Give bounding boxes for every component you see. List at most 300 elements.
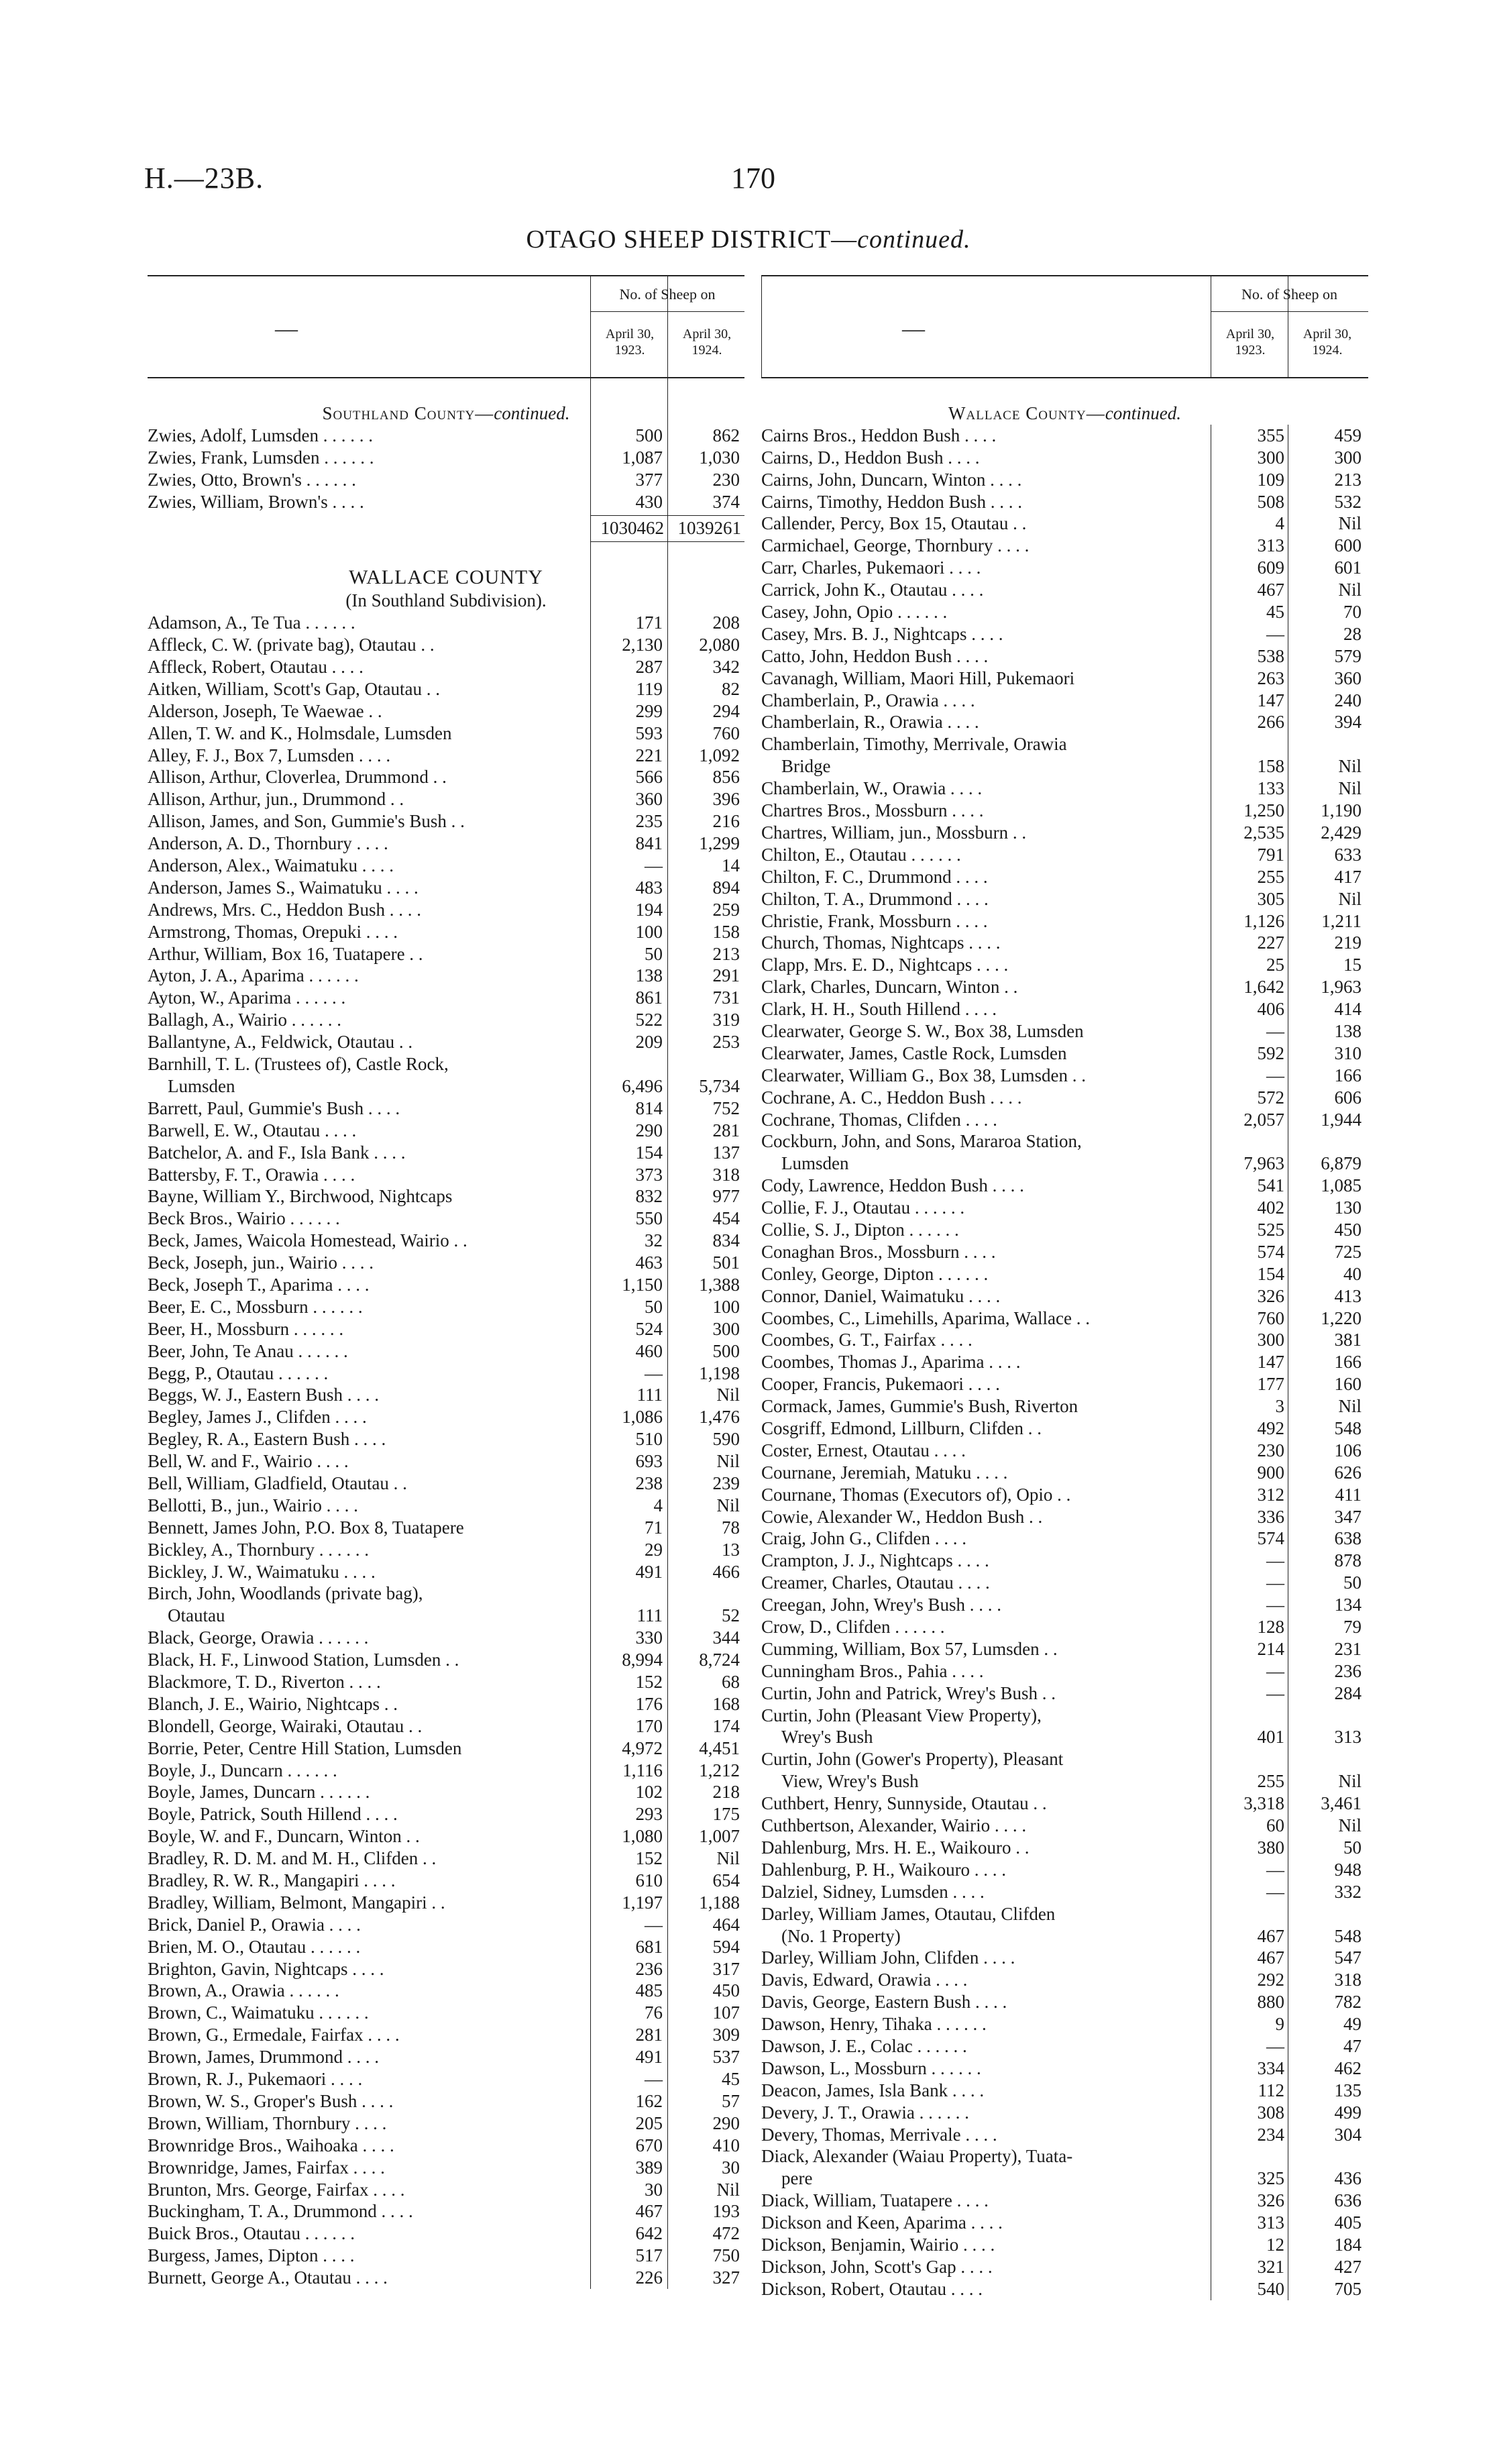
sheep-1923: 60 [1266,1815,1284,1836]
sheep-1923: 263 [1257,667,1284,688]
entry-name: Zwies, William, Brown's . . . . [148,491,364,512]
left-column [148,275,744,2289]
sheep-1924: Nil [716,1451,740,1472]
table-row [148,2245,744,2267]
entry-name: Armstrong, Thomas, Orepuki . . . . [148,921,398,942]
sheep-1923: 50 [645,1296,663,1317]
sheep-1924: 752 [712,1097,740,1118]
entry-name: Chilton, T. A., Drummond . . . . [761,888,989,909]
sheep-1923: 313 [1257,2212,1284,2233]
sheep-1923: 1,080 [622,1826,663,1847]
sheep-1924: 5,734 [699,1075,740,1096]
entry-name: Chamberlain, P., Orawia . . . . [761,690,975,710]
table-row [761,2102,1368,2124]
sheep-1923: 760 [1257,1307,1284,1328]
sheep-1923: 693 [635,1451,663,1472]
entry-name: Beer, H., Mossburn . . . . . . [148,1318,344,1339]
table-row [761,1616,1368,1638]
entry-name: Carrick, John K., Otautau . . . . [761,580,984,600]
sheep-1923: 463 [635,1252,663,1273]
entry-name: Davis, Edward, Orawia . . . . [761,1970,968,1990]
table-row [761,1859,1368,1881]
sheep-1923: 29 [645,1539,663,1560]
table-row [148,1097,744,1120]
table-row [148,1936,744,1958]
sheep-1923: 1,197 [622,1892,663,1913]
table-row [148,1428,744,1450]
entry-name: Black, George, Orawia . . . . . . [148,1627,369,1648]
table-row [148,1847,744,1870]
sheep-1924: 705 [1334,2278,1362,2299]
header-group-right: No. of Sheep on [1241,286,1337,303]
entry-name: Battersby, F. T., Orawia . . . . [148,1164,355,1185]
entry-name: Clearwater, George S. W., Box 38, Lumsden [761,1020,1084,1041]
sheep-1924: 760 [712,722,740,743]
table-row [148,1583,744,1627]
table-row [148,965,744,987]
sheep-1924: 300 [712,1318,740,1339]
sheep-1924: 725 [1334,1241,1362,1262]
sheep-1923: — [645,2069,663,2090]
table-row [148,678,744,700]
table-row [761,1175,1368,1197]
entry-name: Boyle, James, Duncarn . . . . . . [148,1782,370,1803]
entry-name: Callender, Percy, Box 15, Otautau . . [761,513,1027,534]
table-row [148,745,744,767]
table-row [148,943,744,965]
entry-name: Adamson, A., Te Tua . . . . . . [148,612,355,633]
entry-name: Cavanagh, William, Maori Hill, Pukemaori [761,667,1075,688]
sheep-1923: 566 [635,767,663,788]
sheep-1923: 152 [635,1672,663,1693]
entry-name: Cumming, William, Box 57, Lumsden . . [761,1638,1058,1659]
entry-name: Diack, Alexander (Waiau Property), Tuata- pere [761,2145,1204,2190]
entry-name: Birch, John, Woodlands (private bag), Otautau [148,1583,584,1627]
entry-name: Dickson, Robert, Otautau . . . . [761,2278,983,2299]
sheep-1924: 626 [1334,1462,1362,1483]
entry-name: Bickley, J. W., Waimatuku . . . . [148,1561,376,1582]
entry-name: Anderson, James S., Waimatuku . . . . [148,877,419,898]
sheep-1924: 294 [712,700,740,721]
entry-name: Burnett, George A., Otautau . . . . [148,2267,388,2288]
sheep-1923: 147 [1257,690,1284,710]
entry-name: Affleck, C. W. (private bag), Otautau . . [148,635,435,655]
table-row [148,1472,744,1495]
table-row [148,656,744,678]
entry-name: Anderson, A. D., Thornbury . . . . [148,833,388,854]
table-row [761,1373,1368,1395]
page-number: 170 [731,162,775,195]
sheep-1924: 405 [1334,2212,1362,2233]
sheep-1923: — [1266,1660,1284,1681]
header-col-1923-right: April 30, 1923. [1225,327,1275,358]
table-row [761,1506,1368,1528]
entry-name: Black, H. F., Linwood Station, Lumsden . . [148,1650,459,1670]
sheep-1924: 300 [1334,447,1362,468]
sheep-1924: 319 [712,1010,740,1030]
table-row [148,469,744,491]
sheep-1924: Nil [716,2179,740,2200]
sheep-1924: 462 [1334,2057,1362,2078]
entry-name: Cairns, D., Heddon Bush . . . . [761,447,980,468]
entry-name: Brown, William, Thornbury . . . . [148,2112,387,2133]
sheep-1923: 281 [635,2025,663,2045]
sheep-1924: 472 [712,2223,740,2244]
sheep-1924: 1,030 [699,447,740,468]
table-row [148,700,744,722]
sheep-1923: 380 [1257,1837,1284,1858]
sheep-1923: 138 [635,965,663,986]
entry-name: Blackmore, T. D., Riverton . . . . [148,1672,381,1693]
table-row [761,1991,1368,2013]
table-row [761,601,1368,623]
table-row [148,1671,744,1693]
sheep-1923: 1,087 [622,447,663,468]
entry-name-continued: Wrey's Bush [781,1727,873,1748]
sheep-1923: — [645,1914,663,1935]
sheep-1923: 230 [1257,1440,1284,1460]
table-row [148,2112,744,2135]
sheep-1924: 594 [712,1936,740,1957]
sheep-1924: 160 [1334,1374,1362,1395]
sheep-1924: 168 [712,1693,740,1714]
table-row [761,1903,1368,1947]
sheep-1924: 590 [712,1429,740,1450]
right-table-header [761,275,1368,378]
entry-name: Craig, John G., Clifden . . . . [761,1528,966,1549]
table-row [148,1208,744,1230]
sheep-1924: 548 [1334,1418,1362,1438]
table-row [761,998,1368,1020]
table-row [761,2080,1368,2102]
table-row [148,722,744,745]
table-row [148,1760,744,1782]
sheep-1924: 500 [712,1340,740,1361]
sheep-1924: Nil [716,1848,740,1869]
sheep-1923: — [1266,1572,1284,1593]
sheep-1923: 30 [645,2179,663,2200]
sheep-1924: 782 [1334,1992,1362,2013]
table-row [761,954,1368,976]
entry-name: Cairns, Timothy, Heddon Bush . . . . [761,491,1023,512]
section-subheading-wallace: (In Southland Subdivision). [345,590,547,611]
table-row [148,2090,744,2112]
entry-name: Dawson, J. E., Colac . . . . . . [761,2035,967,2056]
table-row [148,1715,744,1737]
table-row [761,491,1368,513]
entry-name: Dahlenburg, P. H., Waikouro . . . . [761,1859,1007,1880]
table-row [148,2002,744,2024]
table-row [148,2135,744,2157]
table-row [761,1197,1368,1219]
sheep-1924: 436 [1334,2168,1362,2189]
sheep-1924: 166 [1334,1065,1362,1085]
sheep-1923: 574 [1257,1241,1284,1262]
table-row [148,833,744,855]
sheep-1923: 300 [1257,447,1284,468]
table-row [761,1748,1368,1792]
sheep-1924: 213 [712,943,740,964]
sheep-1924: 894 [712,877,740,898]
sheep-1924: 394 [1334,712,1362,733]
sheep-1924: 459 [1334,425,1362,445]
sheep-1923: 1,116 [622,1760,663,1780]
sheep-1924: 3,461 [1321,1793,1362,1814]
table-row [148,1053,744,1097]
sheep-1924: 317 [712,1958,740,1979]
sheep-1924: 70 [1343,602,1362,623]
sheep-1923: 610 [635,1870,663,1891]
entry-name: Ballantyne, A., Feldwick, Otautau . . [148,1032,413,1053]
table-row [761,1528,1368,1550]
entry-name: Cunningham Bros., Pahia . . . . [761,1660,984,1681]
entry-name: Cuthbert, Henry, Sunnyside, Otautau . . [761,1793,1047,1814]
sheep-1923: 880 [1257,1992,1284,2013]
page-title [0,225,1497,254]
sheep-1923: 460 [635,1340,663,1361]
sheep-1924: 47 [1343,2035,1362,2056]
table-row [761,1307,1368,1330]
table-row [148,1031,744,1053]
entry-name: Chilton, F. C., Drummond . . . . [761,866,988,887]
sheep-1923: 8,994 [622,1650,663,1670]
sheep-1923: 152 [635,1848,663,1869]
sheep-1923: 574 [1257,1528,1284,1549]
table-row [148,1892,744,1914]
sheep-1924: 606 [1334,1087,1362,1108]
entry-name: Bell, William, Gladfield, Otautau . . [148,1472,407,1493]
sheep-1924: 193 [712,2201,740,2222]
sheep-1924: 360 [1334,667,1362,688]
sheep-1923: 492 [1257,1418,1284,1438]
sheep-1924: 174 [712,1715,740,1736]
entry-name: Coombes, Thomas J., Aparima . . . . [761,1352,1021,1373]
entry-name: Ballagh, A., Wairio . . . . . . [148,1010,342,1030]
sheep-1923: 154 [635,1142,663,1163]
table-row [761,667,1368,690]
sheep-1924: Nil [716,1495,740,1515]
sheep-1924: 381 [1334,1330,1362,1350]
table-row [761,778,1368,800]
sheep-1923: 9 [1275,2014,1284,2035]
entry-name: Clark, Charles, Duncarn, Winton . . [761,977,1018,998]
table-row [148,2024,744,2046]
sheep-1923: 290 [635,1120,663,1140]
sheep-1923: 373 [635,1164,663,1185]
table-row [148,2200,744,2222]
sheep-1924: 410 [712,2135,740,2155]
sheep-1924: 219 [1334,932,1362,953]
sheep-1923: 321 [1257,2256,1284,2277]
entry-name: Ayton, W., Aparima . . . . . . [148,987,346,1008]
entry-name: Catto, John, Heddon Bush . . . . [761,645,989,666]
sheep-1924: Nil [1338,756,1362,777]
table-row [148,1274,744,1296]
table-row [761,2013,1368,2035]
sheep-1924: 750 [712,2245,740,2266]
sheep-1924: 579 [1334,645,1362,666]
entry-name: Cowie, Alexander W., Heddon Bush . . [761,1506,1043,1527]
entry-name: Zwies, Otto, Brown's . . . . . . [148,469,356,490]
sheep-1924: 107 [712,2002,740,2023]
entry-name: Chartres Bros., Mossburn . . . . [761,800,984,821]
entry-name: Bradley, R. D. M. and M. H., Clifden . . [148,1848,437,1869]
sheep-1923: 221 [635,745,663,765]
entry-name: Dahlenburg, Mrs. H. E., Waikouro . . [761,1837,1030,1858]
sheep-1924: 240 [1334,690,1362,710]
entry-name: Darley, William John, Clifden . . . . [761,1947,1015,1968]
entry-name: Collie, S. J., Dipton . . . . . . [761,1219,959,1240]
entry-name: Bayne, William Y., Birchwood, Nightcaps [148,1186,453,1207]
entry-name: Curtin, John and Patrick, Wrey's Bush . . [761,1682,1056,1703]
sheep-1923: 841 [635,833,663,854]
entry-name: Diack, William, Tuatapere . . . . [761,2190,989,2211]
entry-name: Begg, P., Otautau . . . . . . [148,1362,329,1383]
sheep-1923: 205 [635,2112,663,2133]
sheep-1924: Nil [1338,888,1362,909]
sheep-1923: 377 [635,469,663,490]
sheep-1924: Nil [1338,513,1362,534]
sheep-1924: 79 [1343,1617,1362,1638]
entry-name: Batchelor, A. and F., Isla Bank . . . . [148,1142,406,1163]
table-row [148,1914,744,1936]
sheep-1924: 134 [1334,1595,1362,1615]
table-row [761,1638,1368,1660]
table-row [761,1087,1368,1109]
table-row [761,1660,1368,1682]
table-row [148,1252,744,1274]
sheep-1923: 71 [645,1517,663,1538]
sheep-1923: 593 [635,722,663,743]
sheep-1923: 3,318 [1243,1793,1284,1814]
sheep-1924: 213 [1334,469,1362,490]
sheep-1923: 2,535 [1243,822,1284,843]
sheep-1923: 154 [1257,1263,1284,1284]
sheep-1923: — [1266,1065,1284,1085]
entry-name: Bell, W. and F., Wairio . . . . [148,1451,349,1472]
sheep-1924: 106 [1334,1440,1362,1460]
sheep-1924: 600 [1334,535,1362,556]
sheep-1924: Nil [1338,580,1362,600]
page-ref: H.—23B. [144,162,264,195]
entry-name: Coster, Ernest, Otautau . . . . [761,1440,966,1460]
sheep-1923: 236 [635,1958,663,1979]
sheep-1924: 1,220 [1321,1307,1362,1328]
sheep-1923: 430 [635,491,663,512]
sheep-1923: 791 [1257,844,1284,865]
table-row [761,1881,1368,1903]
table-row [148,1737,744,1760]
table-row [761,2278,1368,2300]
entry-name: Cormack, James, Gummie's Bush, Riverton [761,1396,1078,1417]
table-row [761,2124,1368,2146]
sheep-1923: 312 [1257,1484,1284,1505]
sheep-1923: 538 [1257,645,1284,666]
sheep-1924: 1,944 [1321,1109,1362,1130]
table-row [148,1627,744,1649]
sheep-1923: 194 [635,899,663,920]
table-row [148,634,744,656]
table-row [761,1837,1368,1859]
entry-name: Boyle, Patrick, South Hillend . . . . [148,1804,398,1825]
table-row [761,2057,1368,2080]
table-row [761,2256,1368,2278]
sheep-1924: 78 [722,1517,740,1538]
entry-name: Brown, A., Orawia . . . . . . [148,1980,339,2001]
sheep-1924: 977 [712,1186,740,1207]
sheep-1924: 450 [1334,1219,1362,1240]
entry-name: Barwell, E. W., Otautau . . . . [148,1120,357,1140]
sheep-1923: — [1266,623,1284,644]
table-row [761,513,1368,535]
table-row [148,899,744,921]
entry-name: Clapp, Mrs. E. D., Nightcaps . . . . [761,955,1009,975]
table-row [761,1351,1368,1373]
sheep-1924: 1,388 [699,1274,740,1295]
table-row [148,1980,744,2002]
entry-name: Coombes, C., Limehills, Aparima, Wallace . . [761,1307,1090,1328]
sheep-1923: 485 [635,1980,663,2001]
sheep-1923: 50 [645,943,663,964]
sheep-1923: 111 [636,1385,663,1405]
sheep-1924: 411 [1335,1484,1362,1505]
sheep-1923: 1,086 [622,1407,663,1428]
entry-name: Collie, F. J., Otautau . . . . . . [761,1197,965,1218]
sheep-1923: 162 [635,2090,663,2111]
sheep-1924: 281 [712,1120,740,1140]
sheep-1923: 158 [1257,756,1284,777]
sheep-1924: 1,085 [1321,1175,1362,1196]
table-row [761,1020,1368,1042]
sheep-1923: 326 [1257,1285,1284,1306]
sheep-1924: 216 [712,811,740,832]
entry-name: Allison, Arthur, Cloverlea, Drummond . . [148,767,447,788]
table-row [148,1406,744,1428]
table-row [148,2222,744,2245]
sheep-1924: 259 [712,899,740,920]
entry-name-continued: (No. 1 Property) [781,1925,901,1946]
entry-name: Cournane, Jeremiah, Matuku . . . . [761,1462,1008,1483]
section-heading-wallace: WALLACE COUNTY [349,566,543,589]
entry-name: Crow, D., Clifden . . . . . . [761,1617,945,1638]
sheep-1924: 601 [1334,557,1362,578]
entry-name: Brownridge, James, Fairfax . . . . [148,2157,385,2178]
entry-name: Chartres, William, jun., Mossburn . . [761,822,1027,843]
table-row [148,1142,744,1164]
sheep-1923: 226 [635,2267,663,2288]
left-table-header [148,275,744,378]
sheep-1924: 1,188 [699,1892,740,1913]
table-row [148,1230,744,1252]
entry-name: Carr, Charles, Pukemaori . . . . [761,557,981,578]
sheep-1924: 50 [1343,1837,1362,1858]
entry-name: Beck Bros., Wairio . . . . . . [148,1208,340,1229]
entry-name: Brunton, Mrs. George, Fairfax . . . . [148,2179,405,2200]
sheep-1923: 406 [1257,999,1284,1020]
sheep-1923: 76 [645,2002,663,2023]
table-row [148,1517,744,1539]
sheep-1923: 500 [635,425,663,445]
header-dash: — [275,317,298,341]
sheep-1923: 467 [1257,580,1284,600]
table-row [148,1318,744,1340]
header-col-1924: April 30, 1924. [682,327,732,358]
entry-name: Zwies, Frank, Lumsden . . . . . . [148,447,374,468]
table-row [761,932,1368,954]
right-column [761,275,1368,2300]
sheep-1924: 2,080 [699,635,740,655]
sheep-1923: 313 [1257,535,1284,556]
